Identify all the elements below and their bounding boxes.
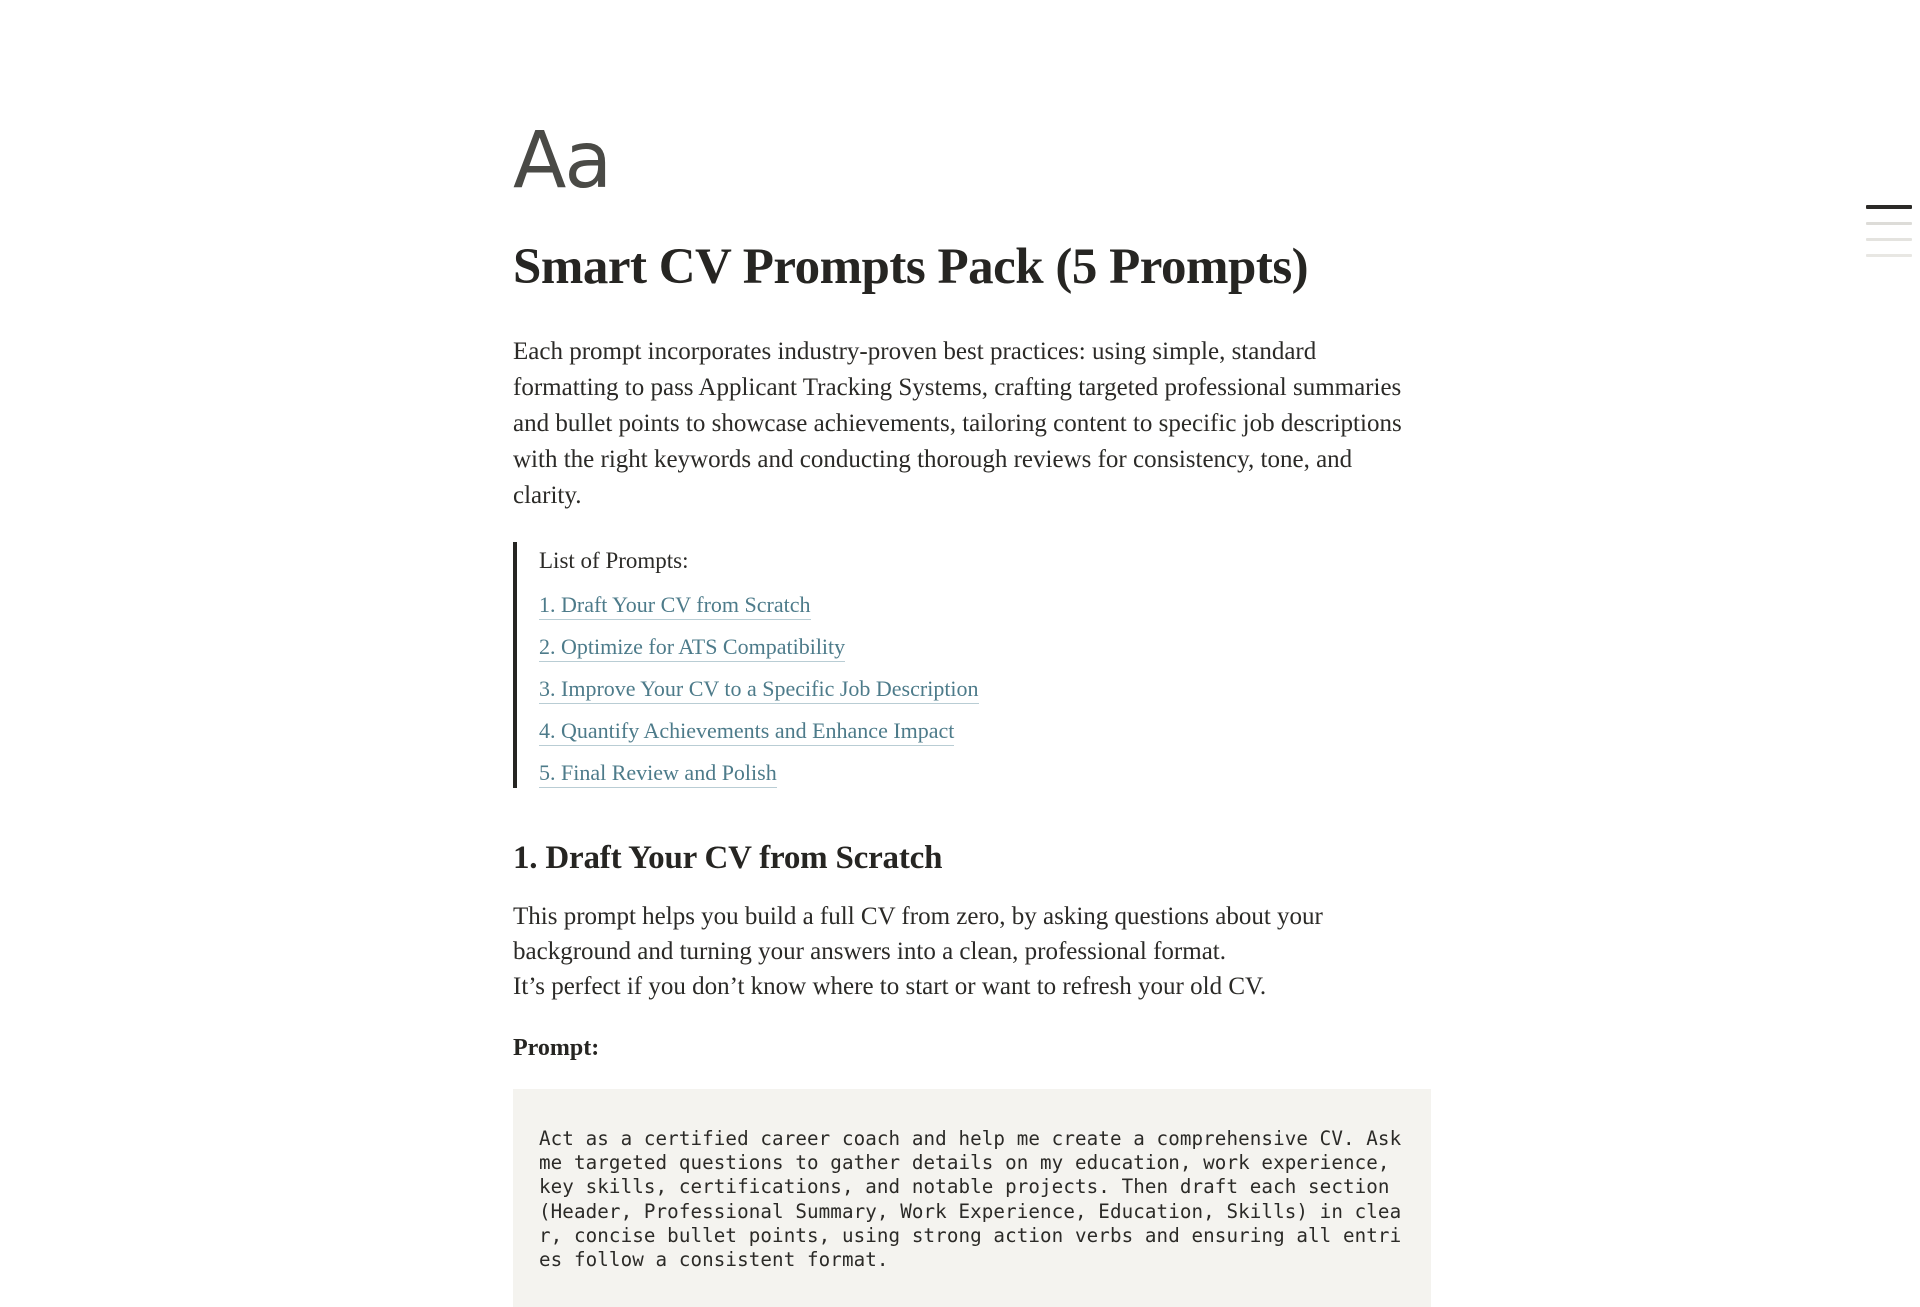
section-paragraph-2: It’s perfect if you don’t know where to start or want to refresh your old CV. bbox=[513, 972, 1267, 1000]
prompt-link-5[interactable]: 5. Final Review and Polish bbox=[539, 760, 777, 788]
prompt-link-3[interactable]: 3. Improve Your CV to a Specific Job Description bbox=[539, 676, 979, 704]
list-item bbox=[539, 758, 1433, 788]
outline-item-4[interactable] bbox=[1866, 254, 1912, 257]
section-heading-draft-cv: 1. Draft Your CV from Scratch bbox=[513, 839, 943, 876]
prompt-link-4[interactable]: 4. Quantify Achievements and Enhance Impact bbox=[539, 718, 954, 746]
prompt-link-2[interactable]: 2. Optimize for ATS Compatibility bbox=[539, 634, 845, 662]
prompt-label: Prompt: bbox=[513, 1034, 600, 1061]
callout-heading: List of Prompts: bbox=[539, 547, 689, 573]
intro-paragraph: Each prompt incorporates industry-proven best practices: using simple, standard formatting to pass Applicant Tracking Systems, crafting targeted professional summaries and bullet points to showcase achievements, tailoring content to specific job descriptions with the right keywords and conducting thorough reviews for consistency, tone, and clarity. bbox=[513, 337, 1402, 509]
prompt-code-block bbox=[513, 1089, 1431, 1307]
section-paragraph-1: This prompt helps you build a full CV from zero, by asking questions about your background and turning your answers into a clean, professional format. bbox=[513, 902, 1323, 965]
document-outline-navigator[interactable] bbox=[1852, 205, 1920, 257]
document-aa-icon: Aa bbox=[513, 116, 611, 206]
outline-item-2[interactable] bbox=[1866, 222, 1912, 225]
page-title: Smart CV Prompts Pack (5 Prompts) bbox=[513, 239, 1309, 295]
prompt-link-1[interactable]: 1. Draft Your CV from Scratch bbox=[539, 592, 811, 620]
list-item bbox=[539, 674, 1433, 704]
list-item bbox=[539, 632, 1433, 662]
prompt-link-list bbox=[539, 590, 1433, 788]
outline-item-active[interactable] bbox=[1866, 205, 1912, 209]
prompt-code-text[interactable]: Act as a certified career coach and help me create a comprehensive CV. Ask me targeted questions to gather details on my education, work experience, key skills, certifications, and notable projects. Then draft each section (Header, Professional Summary, Work Experience, Education, Skills) in clear, concise bullet points, using strong action verbs and ensuring all entries follow a consistent format. bbox=[539, 1126, 1413, 1272]
list-of-prompts-callout bbox=[513, 542, 1433, 788]
list-item bbox=[539, 716, 1433, 746]
list-item bbox=[539, 590, 1433, 620]
outline-item-3[interactable] bbox=[1866, 238, 1912, 241]
document-content-column bbox=[513, 0, 1433, 1307]
